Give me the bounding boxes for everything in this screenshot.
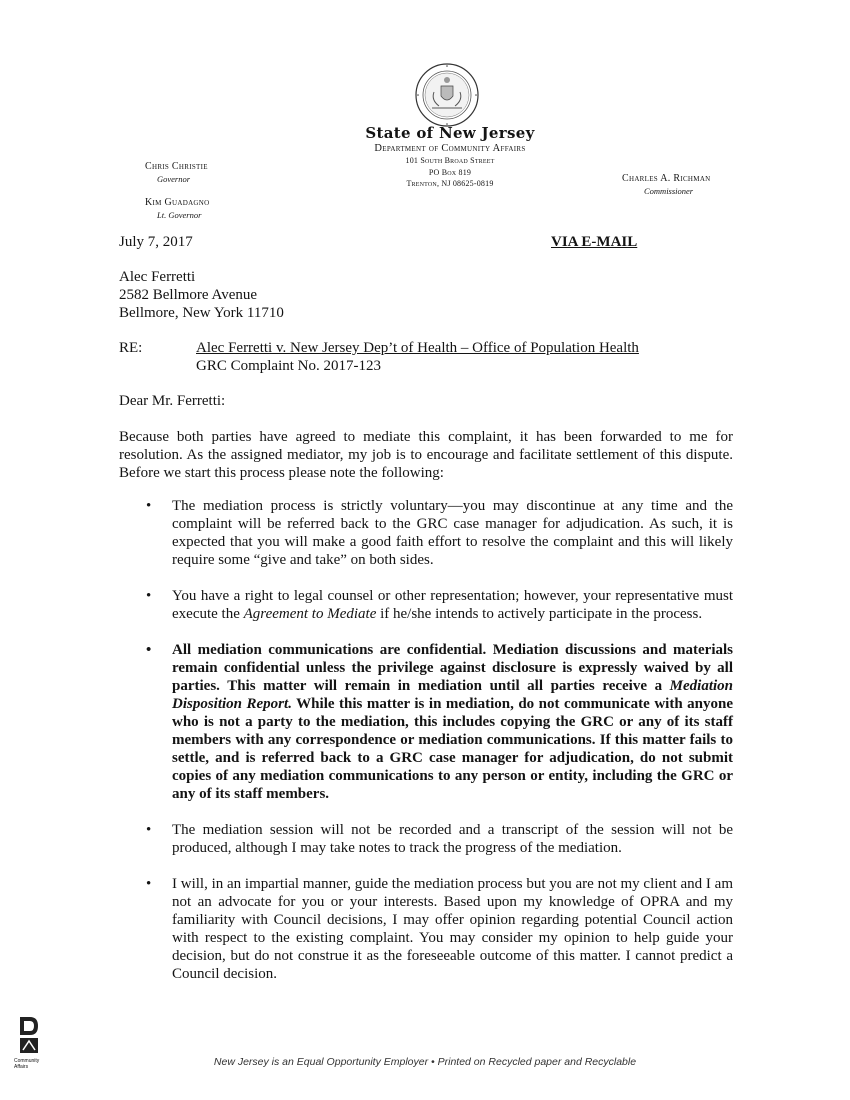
bullet-text: The mediation process is strictly voluntary—you may discontinue at any time and the complaint will be referred back to the GRC case manager for adjudication. As such, it is expected that you will make a good faith effort to resolve the complaint and this will likely require some “give and take” on both sides. <box>172 498 733 568</box>
bullet-emphasis: Mediation Disposition Report. <box>172 678 733 712</box>
bullet-list <box>146 497 733 1001</box>
address-line: Trenton, NJ 08625-0819 <box>406 179 494 188</box>
re-case-title: Alec Ferretti v. New Jersey Dep’t of Health – Office of Population Health <box>196 340 639 356</box>
governor-name: Chris Christie <box>145 161 208 172</box>
dca-logo-line: Affairs <box>14 1064 29 1070</box>
right-officials <box>622 173 711 197</box>
intro-paragraph: Because both parties have agreed to mediate this complaint, it has been forwarded to me for resolution. As the assigned mediator, my job is to encourage and facilitate settlement of this dispute. Before we start this process please note the following: <box>119 429 733 481</box>
letterhead-address <box>300 155 600 190</box>
re-label: RE: <box>119 340 143 356</box>
re-complaint-number: GRC Complaint No. 2017-123 <box>196 358 382 374</box>
bullet-icon: • <box>146 588 152 604</box>
lt-governor-name: Kim Guadagno <box>145 197 210 208</box>
list-item <box>146 641 733 803</box>
lt-governor-title: Lt. Governor <box>157 210 202 220</box>
bullet-text: I will, in an impartial manner, guide the mediation process but you are not my client and I am not an advocate for you or your interests. Based upon my knowledge of OPRA and my familiarity with Council decisions, I may offer opinion regarding potential Council action with respect to the existing complaint. You may consider my opinion to help guide your decision, but do not construe it as the foreseeable outcome of this matter. I cannot predict a Council decision. <box>172 876 733 982</box>
bullet-text: You have a right to legal counsel or other representation; however, your representative must execute the <box>172 588 733 622</box>
state-seal-icon <box>414 62 480 128</box>
list-item <box>146 497 733 569</box>
bullet-icon: • <box>146 498 152 514</box>
delivery-method: VIA E-MAIL <box>551 234 638 250</box>
list-item <box>146 875 733 983</box>
commissioner-title: Commissioner <box>644 186 694 196</box>
dca-logo-line: Community <box>14 1058 40 1064</box>
salutation: Dear Mr. Ferretti: <box>119 393 226 409</box>
re-subject <box>196 339 639 375</box>
bullet-icon: • <box>146 822 152 838</box>
addressee-line: Bellmore, New York 11710 <box>119 305 284 321</box>
letterhead-state: State of New Jersey <box>365 124 535 142</box>
address-line: PO Box 819 <box>428 167 472 177</box>
bullet-icon: • <box>146 642 152 658</box>
dca-logo-text <box>14 1058 39 1070</box>
bullet-icon: • <box>146 876 152 892</box>
addressee-line: 2582 Bellmore Avenue <box>119 287 258 303</box>
letterhead-department: Department of Community Affairs <box>374 143 526 154</box>
letter-date: July 7, 2017 <box>119 234 193 250</box>
list-item <box>146 587 733 623</box>
footer-text: New Jersey is an Equal Opportunity Employer • Printed on Recycled paper and Recyclable <box>213 1056 637 1068</box>
bullet-text: if he/she intends to actively participate in the process. <box>376 606 703 622</box>
bullet-emphasis: Agreement to Mediate <box>243 606 377 622</box>
bullet-text: While this matter is in mediation, do not communicate with anyone who is not a party to the mediation, this includes copying the GRC or any of its staff members with any correspondence or mediation communications. If this matter fails to settle, and is referred back to a GRC case manager for adjudication, do not submit copies of any mediation communications to any person or entity, including the GRC or any of its staff members. <box>172 696 734 802</box>
addressee-line: Alec Ferretti <box>119 269 196 285</box>
left-officials <box>145 161 210 221</box>
list-item <box>146 821 733 857</box>
commissioner-name: Charles A. Richman <box>622 173 711 184</box>
dca-logo-icon <box>18 1015 40 1055</box>
addressee-block <box>119 268 284 322</box>
bullet-text: The mediation session will not be recorded and a transcript of the session will not be produced, although I may take notes to track the progress of the mediation. <box>172 822 733 856</box>
bullet-text: All mediation communications are confidential. Mediation discussions and materials remain confidential unless the privilege against disclosure is expressly waived by all parties. This matter will remain in mediation until all parties receive a <box>172 642 733 694</box>
governor-title: Governor <box>157 174 191 184</box>
address-line: 101 South Broad Street <box>405 156 495 165</box>
